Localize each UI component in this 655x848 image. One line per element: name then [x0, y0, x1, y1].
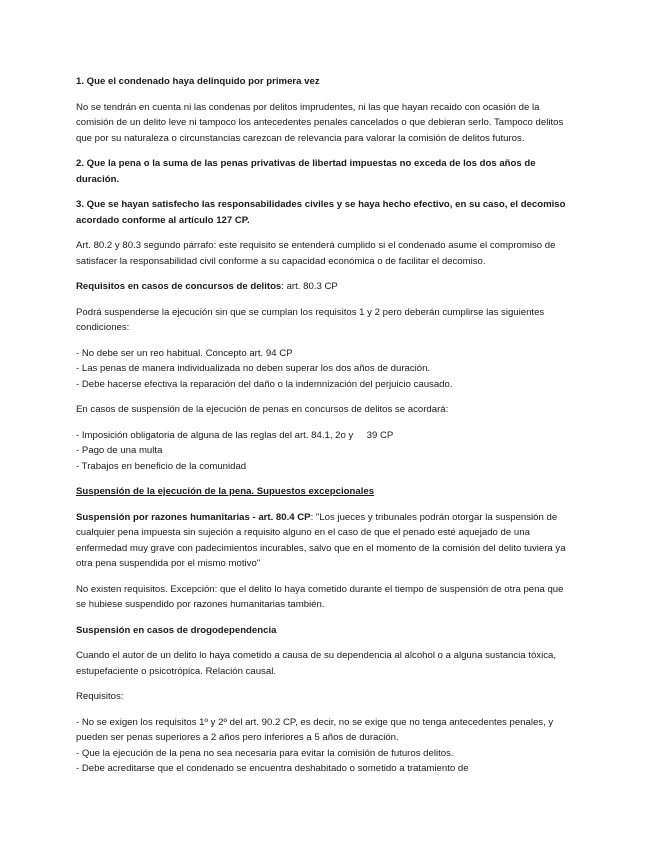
list-item: - No debe ser un reo habitual. Concepto art. 94 CP [76, 347, 293, 359]
humanitarias-label: Suspensión por razones humanitarias - art. 80.4 CP [76, 511, 311, 523]
drogodependencia-heading: Suspensión en casos de drogodependencia [76, 624, 277, 636]
concursos-heading [76, 279, 576, 295]
humanitarias-paragraph [76, 510, 576, 572]
section-1-body: No se tendrán en cuenta ni las condenas por delitos imprudentes, ni las que hayan recaido con ocasión de la comisión de un delito leve ni tampoco los antecedentes penales cancelados o que debieran serlo. Tampoco delitos que por su naturaleza o circunstancias carezcan de relevancia para valorar la comisión de delitos futuros. [76, 101, 564, 144]
list-item: - No se exigen los requisitos 1º y 2º del art. 90.2 CP, es decir, no se exige que no tenga antecedentes penales, y pueden ser penas superiores a 2 años pero inferiores a 5 años de duración. [76, 716, 554, 743]
list-item: - Las penas de manera individualizada no deben superar los dos años de duración. [76, 363, 431, 374]
drogodependencia-body: Cuando el autor de un delito lo haya cometido a causa de su dependencia al alcohol o a alguna sustancia tóxica, estupefaciente o psicotrópica. Relación causal. [76, 650, 557, 677]
list-item: - Debe hacerse efectiva la reparación del daño o la indemnización del perjuicio causado. [76, 378, 453, 390]
list-item: - Debe acreditarse que el condenado se encuentra deshabitado o sometido a tratamiento de [76, 763, 469, 774]
section-3-title: 3. Que se hayan satisfecho las responsabilidades civiles y se haya hecho efectivo, en su caso, el decomiso acordado conforme al artículo 127 CP. [76, 199, 566, 226]
section-1-title: 1. Que el condenado haya delinquido por primera vez [76, 76, 320, 87]
excepcionales-heading: Suspensión de la ejecución de la pena. Supuestos excepcionales [76, 486, 375, 497]
requisitos-list [76, 715, 576, 777]
humanitarias-note: No existen requisitos. Excepción: que el delito lo haya cometido durante el tiempo de suspensión de otra pena que se hubiese suspendido por razones humanitarias también. [76, 583, 564, 610]
section-3-body: Art. 80.2 y 80.3 segundo párrafo: este requisito se entenderá cumplido si el condenado asume el compromiso de satisfacer la responsabilidad civil conforme a su capacidad económica o de facilitar el decomiso. [76, 240, 556, 267]
concursos-ref: : art. 80.3 CP [281, 281, 338, 292]
conditions-list [76, 346, 576, 393]
requisitos-label: Requisitos: [76, 691, 124, 702]
concursos-label: Requisitos en casos de concursos de delitos [76, 281, 282, 292]
acordara-text: En casos de suspensión de la ejecución de penas en concursos de delitos se acordará: [76, 404, 449, 415]
humanitarias-quote: : "Los jueces y tribunales podrán otorgar la suspensión de cualquier pena impuesta sin sujeción a requisito alguno en el caso de que el penado esté aquejado de una enfermedad muy grave con padecimientos incurables, salvo que en el momento de la comisión del delito tuviera ya otra pena suspendida por el mismo motivo" [76, 511, 566, 569]
list-item: - Pago de una multa [76, 445, 163, 456]
list-item: - Que la ejecución de la pena no sea necesaria para evitar la comisión de futuros delitos. [76, 747, 454, 759]
concursos-body: Podrá suspenderse la ejecución sin que se cumplan los requisitos 1 y 2 pero deberán cumplirse las siguientes condiciones: [76, 306, 545, 333]
list-item: - Imposición obligatoria de alguna de las reglas del art. 84.1, 2o y 39 CP [76, 429, 394, 441]
list-item: - Trabajos en beneficio de la comunidad [76, 460, 247, 472]
section-2-title: 2. Que la pena o la suma de las penas privativas de libertad impuestas no exceda de los dos años de duración. [76, 158, 536, 185]
acordara-list [76, 428, 576, 475]
document-page [76, 74, 576, 787]
